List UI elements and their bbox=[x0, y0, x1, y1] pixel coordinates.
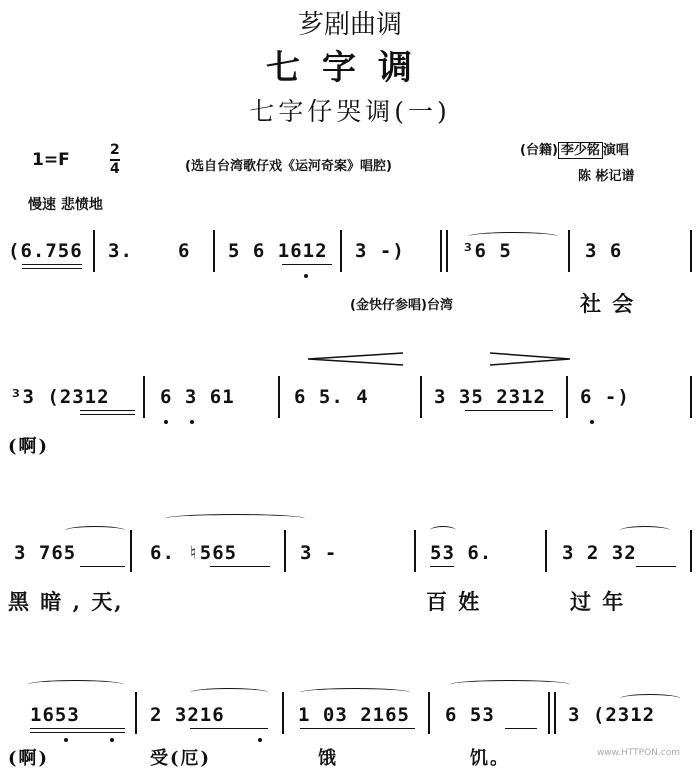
measure: ³3 (2312 bbox=[10, 386, 110, 408]
lyric: 过 年 bbox=[570, 589, 626, 614]
lyric: 受(厄) bbox=[150, 748, 212, 769]
watermark: www.HTTPON.com bbox=[596, 748, 680, 758]
lyric: 黑 暗 , 天, bbox=[8, 589, 124, 614]
measure: 3 35 2312 bbox=[434, 386, 546, 408]
time-signature bbox=[110, 143, 120, 177]
measure: 6 53 bbox=[445, 704, 495, 726]
measure: 6 -) bbox=[580, 386, 630, 408]
measure: 3 - bbox=[300, 542, 338, 564]
transcriber-credit: 陈 彬记谱 bbox=[578, 169, 635, 184]
measure: 6. ♮565 bbox=[150, 542, 238, 564]
measure: 6 5. 4 bbox=[294, 386, 369, 408]
lyric: 百 姓 bbox=[426, 589, 482, 614]
measure: (6.756 bbox=[8, 240, 83, 262]
lyric: 社 会 bbox=[580, 291, 636, 316]
measure: 6 bbox=[178, 240, 191, 262]
genre-title: 芗剧曲调 bbox=[297, 10, 402, 40]
measure: 3 6 bbox=[585, 240, 623, 262]
lyric: 饿 bbox=[318, 748, 338, 769]
lyric: (金快仔参唱)台湾 bbox=[350, 298, 453, 313]
performer-name: 李少铭 bbox=[558, 142, 603, 159]
measure: 53 6. bbox=[430, 542, 493, 564]
meter-bottom: 4 bbox=[110, 161, 120, 177]
tempo-marking: 慢速 悲愤地 bbox=[28, 197, 103, 213]
measure: 3 (2312 bbox=[568, 704, 656, 726]
source-note: (选自台湾歌仔戏《运河奇案》唱腔) bbox=[185, 159, 392, 174]
lyric: 饥。 bbox=[470, 748, 510, 769]
performer-role: 演唱 bbox=[602, 143, 629, 158]
performer-region: (台籍) bbox=[520, 143, 558, 158]
measure: 3. bbox=[108, 240, 133, 262]
lyric: (啊) bbox=[8, 436, 50, 457]
key-signature: 1=F bbox=[32, 150, 70, 170]
meter-top: 2 bbox=[110, 142, 120, 158]
crescendo-hairpin bbox=[308, 352, 403, 366]
measure: 2 3216 bbox=[150, 704, 225, 726]
performer-credit bbox=[520, 139, 629, 158]
measure: 5 6 1612 bbox=[228, 240, 328, 262]
page-subtitle: 七字仔哭调(一) bbox=[249, 97, 451, 126]
decrescendo-hairpin bbox=[490, 352, 570, 366]
measure: 3 -) bbox=[355, 240, 405, 262]
measure: ³6 5 bbox=[462, 240, 512, 262]
measure: 1653 bbox=[30, 704, 80, 726]
measure: 1 03 2165 bbox=[298, 704, 410, 726]
measure: 3 765 bbox=[14, 542, 77, 564]
measure: 6 3 61 bbox=[160, 386, 235, 408]
page-title: 七字调 bbox=[266, 48, 434, 88]
lyric: (啊) bbox=[8, 748, 50, 769]
measure: 3 2 32 bbox=[562, 542, 637, 564]
